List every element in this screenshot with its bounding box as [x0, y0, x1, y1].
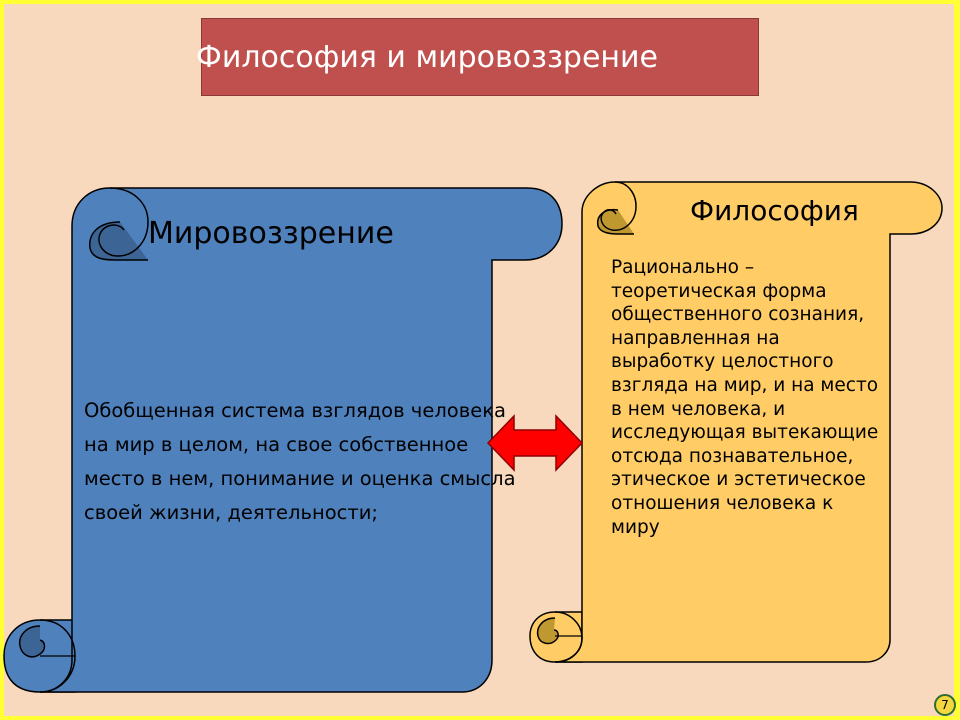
slide-title: Философия и мировоззрение	[196, 40, 658, 75]
left-scroll-body: Обобщенная система взглядов человека на мир в целом, на свое собственное место в нем, понимание и оценка смысла своей жизни, деятельности;	[84, 399, 516, 524]
right-scroll-heading: Философия	[690, 194, 859, 227]
page-number-badge: 7	[934, 694, 956, 716]
left-scroll-heading: Мировоззрение	[148, 216, 394, 251]
right-scroll-body: Рационально – теоретическая форма общественного сознания, направленная на выработку целостного взгляда на мир, и на место в нем человека, и исследующая вытекающие отсюда познавательное, этическое и эстетическое отношения человека к миру	[611, 257, 879, 538]
